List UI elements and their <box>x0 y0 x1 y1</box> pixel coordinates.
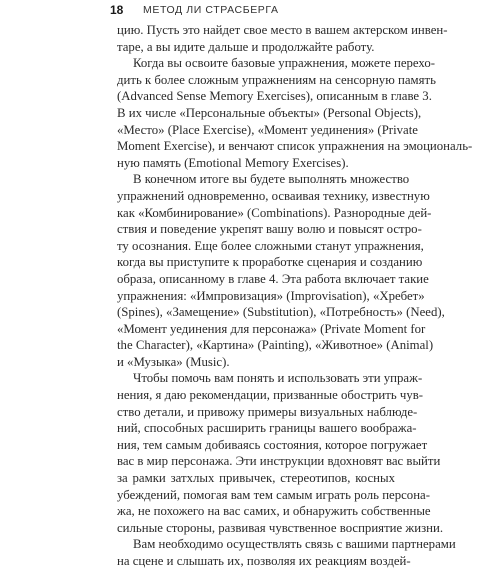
text-line: упражнений одновременно, осваивая технику, известную <box>117 188 430 203</box>
text-line: the Character), «Картина» (Painting), «Животное» (Animal) <box>117 338 434 353</box>
text-line: ствия и поведение укрепят вашу волю и повысят остро- <box>117 222 422 237</box>
text-line: вас в мир персонажа. Эти инструкции вдохновят вас выйти <box>117 454 441 469</box>
text-line: В их числе «Персональные объекты» (Personal Objects), <box>117 105 422 120</box>
text-line: ния, тем самым добиваясь состояния, которое погружает <box>117 437 428 452</box>
paragraph <box>117 55 473 171</box>
body-text <box>117 22 473 570</box>
text-line: (Spines), «Замещение» (Substitution), «Потребность» (Need), <box>117 305 445 320</box>
text-line: как «Комбинирование» (Combinations). Разнородные дей- <box>117 205 432 220</box>
page-number: 18 <box>110 3 124 17</box>
text-line: убеждений, помогая вам тем самым играть роль персона- <box>117 487 430 502</box>
text-line: Moment Exercise), и венчают список упражнения на эмоциональ- <box>117 139 473 154</box>
text-line: и «Музыка» (Music). <box>117 354 230 369</box>
text-line: Вам необходимо осуществлять связь с вашими партнерами <box>133 537 456 552</box>
text-line: ту осознания. Еще более сложными станут упражнения, <box>117 238 424 253</box>
text-line: упражнения: «Импровизация» (Improvisation), «Хребет» <box>117 288 425 303</box>
page-header <box>110 3 279 17</box>
running-title: МЕТОД ЛИ СТРАСБЕРГА <box>143 4 279 16</box>
text-line: В конечном итоге вы будете выполнять множество <box>133 172 410 187</box>
text-line: (Advanced Sense Memory Exercises), описанным в главе 3. <box>117 89 432 104</box>
text-line: на сцене и слышать их, позволяя их реакциям воздей- <box>117 554 411 568</box>
text-line: «Момент уединения для персонажа» (Private Moment for <box>117 321 426 336</box>
text-line: когда вы приступите к проработке сценария и созданию <box>117 255 423 270</box>
text-line: нения, я даю рекомендации, призванные обострить чув- <box>117 388 424 403</box>
paragraph <box>117 536 456 569</box>
text-line: ний, способных расширить границы вашего вообража- <box>117 421 417 436</box>
text-line: ство детали, и привожу примеры визуальных наблюде- <box>117 404 418 419</box>
text-line: сильные стороны, развивая чувственное восприятие жизни. <box>117 520 444 535</box>
text-line: «Место» (Place Exercise), «Момент уединения» (Private <box>117 122 418 137</box>
text-line: цию. Пусть это найдет свое место в вашем актерском инвен- <box>117 23 448 37</box>
text-line: таре, а вы идите дальше и продолжайте работу. <box>117 39 375 54</box>
text-line: Чтобы помочь вам понять и использовать эти упраж- <box>133 371 423 386</box>
text-line: образа, описанному в главе 4. Эта работа включает такие <box>117 271 429 286</box>
text-line: за рамки затхлых привычек, стереотипов, косных <box>117 471 395 486</box>
text-line: Когда вы освоите базовые упражнения, можете перехо- <box>133 56 435 71</box>
paragraph <box>117 370 444 536</box>
text-line: жа, не похожего на вас самих, и обнаружить собственные <box>117 504 431 519</box>
text-line: ную память (Emotional Memory Exercises). <box>117 155 349 170</box>
paragraph <box>117 171 445 370</box>
text-line: дить к более сложным упражнениям на сенсорную память <box>117 72 436 87</box>
paragraph <box>117 22 448 55</box>
